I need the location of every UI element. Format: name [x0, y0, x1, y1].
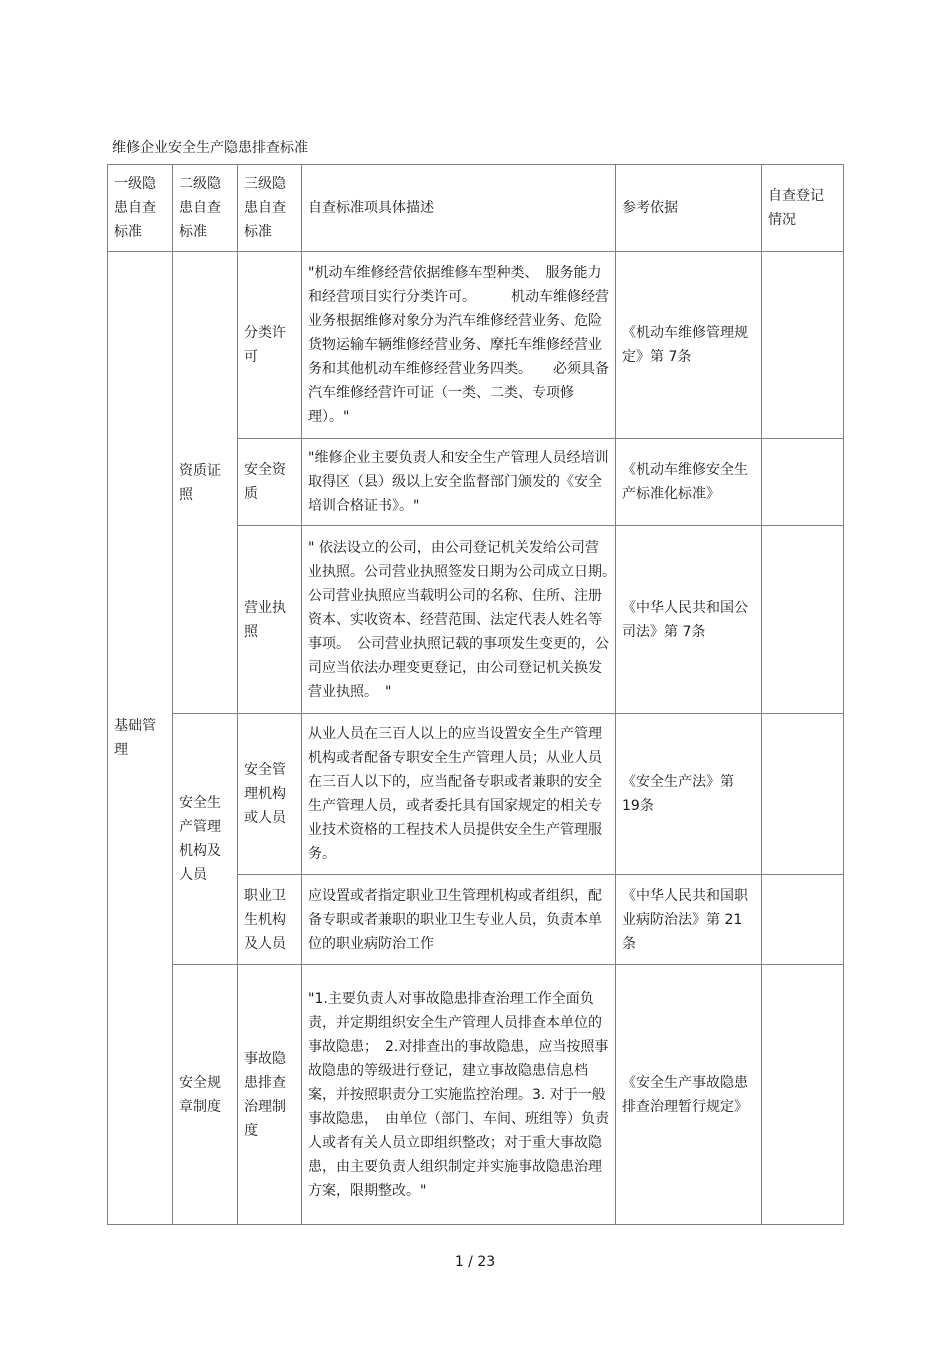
record-cell[interactable] [762, 714, 844, 875]
document-title: 维修企业安全生产隐患排查标准 [112, 140, 308, 156]
description-cell: 从业人员在三百人以上的应当设置安全生产管理机构或者配备专职安全生产管理人员；从业人员在三百人以下的，应当配备专职或者兼职的安全生产管理人员，或者委托具有国家规定的相关专业技术资格的工程技术人员提供安全生产管理服务。 [302, 714, 616, 875]
description-cell: "1.主要负责人对事故隐患排查治理工作全面负责，并定期组织安全生产管理人员排查本单位的事故隐患； 2.对排查出的事故隐患，应当按照事故隐患的等级进行登记，建立事故隐患信息档案，并按照职责分工实施监控治理。3. 对于一般事故隐患， 由单位（部门、车间、班组等）负责人或者有关人员立即组织整改；对于重大事故隐患，由主要负责人组织制定并实施事故隐患治理方案，限期整改。" [302, 965, 616, 1225]
basis-cell: 《中华人民共和国职业病防治法》第 21条 [616, 875, 762, 965]
level2-cell: 资质证照 [173, 252, 238, 714]
description-cell: "机动车维修经营依据维修车型种类、 服务能力和经营项目实行分类许可。 机动车维修经营业务根据维修对象分为汽车维修经营业务、危险货物运输车辆维修经营业务、摩托车维修经营业务和其他机动车维修经营业务四类。 必须具备汽车维修经营许可证（一类、二类、专项修理）。" [302, 252, 616, 439]
header-description: 自查标准项具体描述 [302, 165, 616, 252]
level3-cell: 分类许可 [238, 252, 302, 439]
level3-cell: 安全管理机构或人员 [238, 714, 302, 875]
basis-cell: 《机动车维修管理规定》第 7条 [616, 252, 762, 439]
record-cell[interactable] [762, 526, 844, 714]
level3-cell: 事故隐患排查治理制度 [238, 965, 302, 1225]
table-header-row [108, 165, 844, 252]
header-level1: 一级隐患自查标准 [108, 165, 173, 252]
record-cell[interactable] [762, 965, 844, 1225]
record-cell[interactable] [762, 875, 844, 965]
record-cell[interactable] [762, 439, 844, 526]
basis-cell: 《中华人民共和国公司法》第 7条 [616, 526, 762, 714]
level1-cell: 基础管理 [108, 252, 173, 1225]
page-number: 1 / 23 [454, 1254, 496, 1270]
basis-cell: 《机动车维修安全生产标准化标准》 [616, 439, 762, 526]
level3-cell: 安全资质 [238, 439, 302, 526]
header-level3: 三级隐患自查标准 [238, 165, 302, 252]
table-row [108, 965, 844, 1225]
level2-cell: 安全生产管理机构及人员 [173, 714, 238, 965]
level3-cell: 职业卫生机构及人员 [238, 875, 302, 965]
header-record: 自查登记情况 [762, 165, 844, 252]
level2-cell: 安全规章制度 [173, 965, 238, 1225]
hazard-standard-table [107, 164, 844, 1225]
table-row [108, 252, 844, 439]
description-cell: " 依法设立的公司，由公司登记机关发给公司营业执照。公司营业执照签发日期为公司成立日期。 公司营业执照应当载明公司的名称、住所、注册资本、实收资本、经营范围、法定代表人姓名等事项。 公司营业执照记载的事项发生变更的，公司应当依法办理变更登记，由公司登记机关换发营业执照。 " [302, 526, 616, 714]
description-cell: 应设置或者指定职业卫生管理机构或者组织，配备专职或者兼职的职业卫生专业人员，负责本单位的职业病防治工作 [302, 875, 616, 965]
basis-cell: 《安全生产法》第 19条 [616, 714, 762, 875]
level3-cell: 营业执照 [238, 526, 302, 714]
header-level2: 二级隐患自查标准 [173, 165, 238, 252]
header-basis: 参考依据 [616, 165, 762, 252]
record-cell[interactable] [762, 252, 844, 439]
description-cell: "维修企业主要负责人和安全生产管理人员经培训取得区（县）级以上安全监督部门颁发的《安全培训合格证书》。" [302, 439, 616, 526]
table-row [108, 714, 844, 875]
basis-cell: 《安全生产事故隐患排查治理暂行规定》 [616, 965, 762, 1225]
